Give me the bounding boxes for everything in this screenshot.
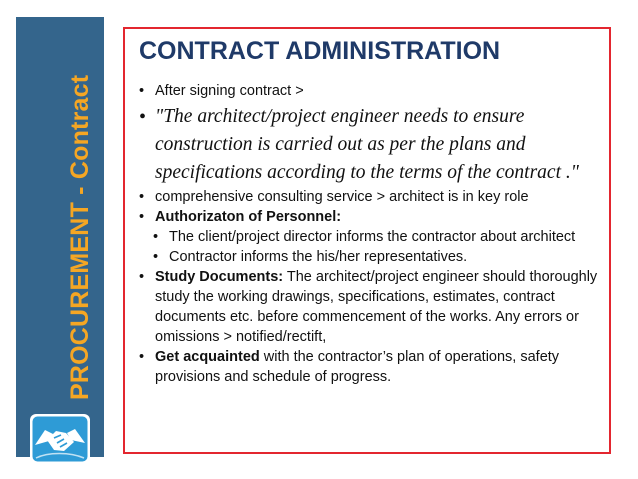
list-item-text: with the contractor’s plan of operations, safety provisions and schedule of progress.: [155, 349, 560, 385]
bullet-icon: •: [139, 189, 145, 205]
bullet-icon: •: [153, 229, 159, 245]
page-title: CONTRACT ADMINISTRATION: [139, 37, 501, 65]
list-item-heading: Get acquainted: [155, 349, 260, 365]
sub-item-text: Contractor informs the his/her representatives.: [169, 249, 468, 265]
sub-item-text: The client/project director informs the contractor about architect: [169, 229, 576, 245]
list-item-text: The architect/project engineer should thoroughly study the working drawings, specifications, estimates, contract documents etc. before commencement of the works. Any errors or omissions > notified/rectift,: [155, 269, 598, 345]
bullet-list: [139, 81, 601, 387]
bullet-icon: •: [139, 209, 145, 225]
list-item-heading: Authorizaton of Personnel:: [155, 209, 342, 225]
bullet-icon: •: [139, 349, 145, 365]
list-item: [139, 81, 601, 101]
quote-item: [139, 103, 601, 187]
content-box: [123, 27, 611, 454]
bullet-icon: •: [139, 83, 145, 99]
list-item: [139, 347, 601, 387]
bullet-icon: •: [139, 269, 145, 285]
list-item-text: comprehensive consulting service > architect is in key role: [155, 189, 529, 205]
list-item: [139, 187, 601, 207]
bullet-icon: •: [153, 249, 159, 265]
quote-text: "The architect/project engineer needs to ensure construction is carried out as per the plans and specifications according to the terms of the contract .": [155, 106, 579, 183]
bullet-icon: •: [139, 106, 147, 128]
list-item-heading: Study Documents:: [155, 269, 284, 285]
handshake-icon: [30, 414, 90, 464]
sidebar-label: PROCUREMENT - Contract: [66, 74, 94, 400]
sub-item: [139, 247, 601, 267]
sidebar: [16, 17, 104, 457]
list-item: [139, 267, 601, 347]
list-item: [139, 207, 601, 227]
list-item-text: After signing contract >: [155, 83, 304, 99]
sub-item: [139, 227, 601, 247]
